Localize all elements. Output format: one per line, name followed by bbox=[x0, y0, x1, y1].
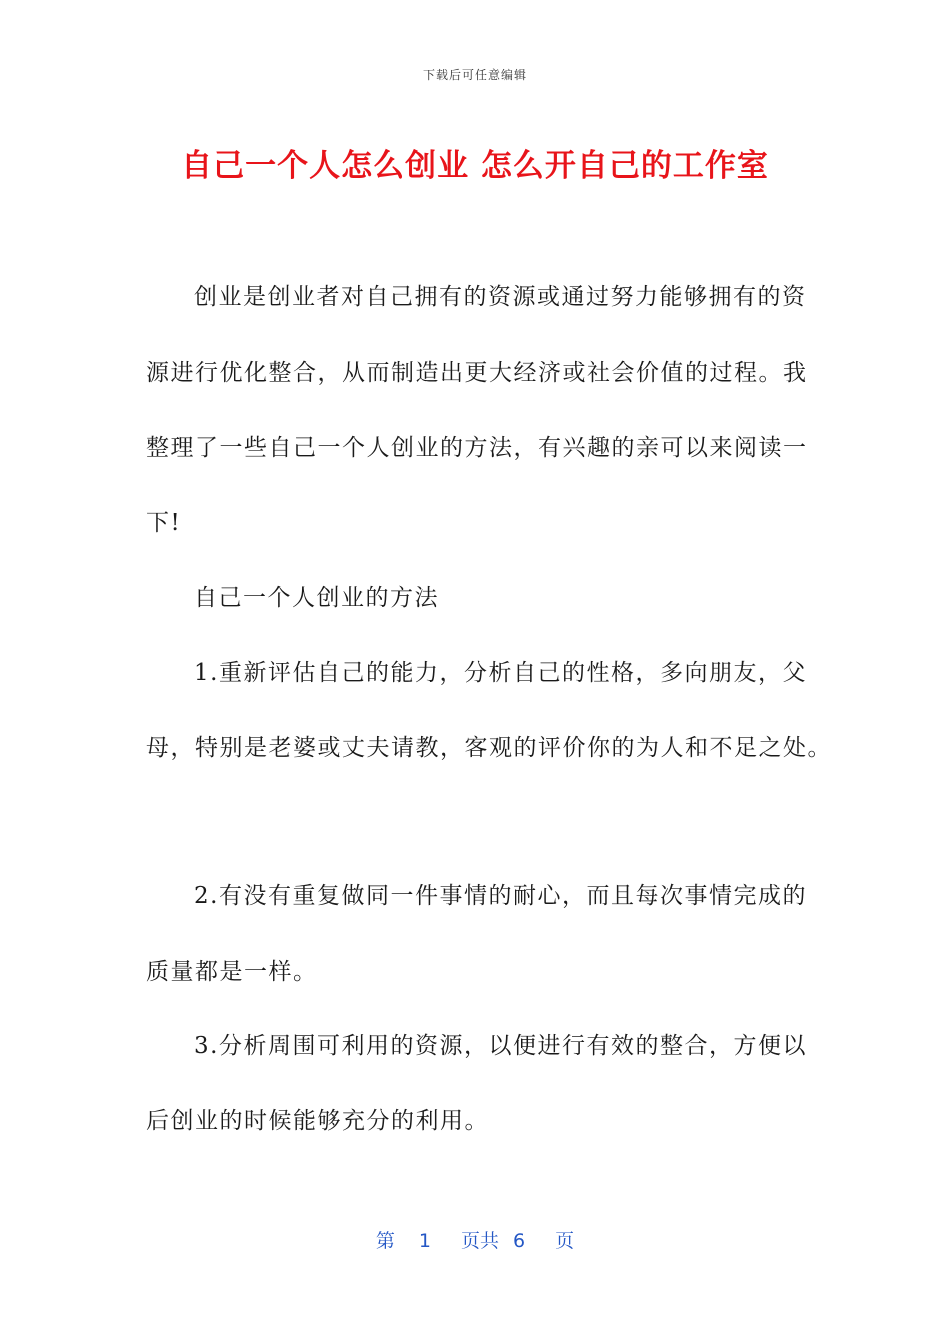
paragraph-line: 源进行优化整合，从而制造出更大经济或社会价值的过程。我 bbox=[146, 360, 808, 386]
list-item-line: 后创业的时候能够充分的利用。 bbox=[146, 1108, 489, 1134]
header-note: 下载后可任意编辑 bbox=[422, 68, 527, 82]
footer-suffix: 页 bbox=[555, 1230, 575, 1252]
paragraph-line: 创业是创业者对自己拥有的资源或通过努力能够拥有的资 bbox=[194, 284, 807, 310]
document-title: 自己一个人怎么创业 怎么开自己的工作室 bbox=[181, 148, 769, 184]
list-item-line: 质量都是一样。 bbox=[146, 959, 318, 985]
current-page-number: 1 bbox=[418, 1230, 431, 1252]
list-item-line: 母，特别是老婆或丈夫请教，客观的评价你的为人和不足之处。 bbox=[146, 735, 832, 761]
section-heading: 自己一个人创业的方法 bbox=[194, 585, 439, 611]
list-item-line: 3.分析周围可利用的资源，以便进行有效的整合，方便以 bbox=[194, 1033, 807, 1059]
footer-prefix: 第 bbox=[375, 1230, 395, 1252]
list-item-line: 2.有没有重复做同一件事情的耐心，而且每次事情完成的 bbox=[194, 883, 807, 909]
page-footer bbox=[0, 1226, 950, 1253]
list-item-line: 1.重新评估自己的能力，分析自己的性格，多向朋友，父 bbox=[194, 660, 807, 686]
paragraph-line: 整理了一些自己一个人创业的方法，有兴趣的亲可以来阅读一 bbox=[146, 435, 808, 461]
footer-middle: 页共 bbox=[460, 1230, 499, 1252]
paragraph-line: 下! bbox=[146, 510, 182, 536]
total-pages-number: 6 bbox=[513, 1230, 526, 1252]
